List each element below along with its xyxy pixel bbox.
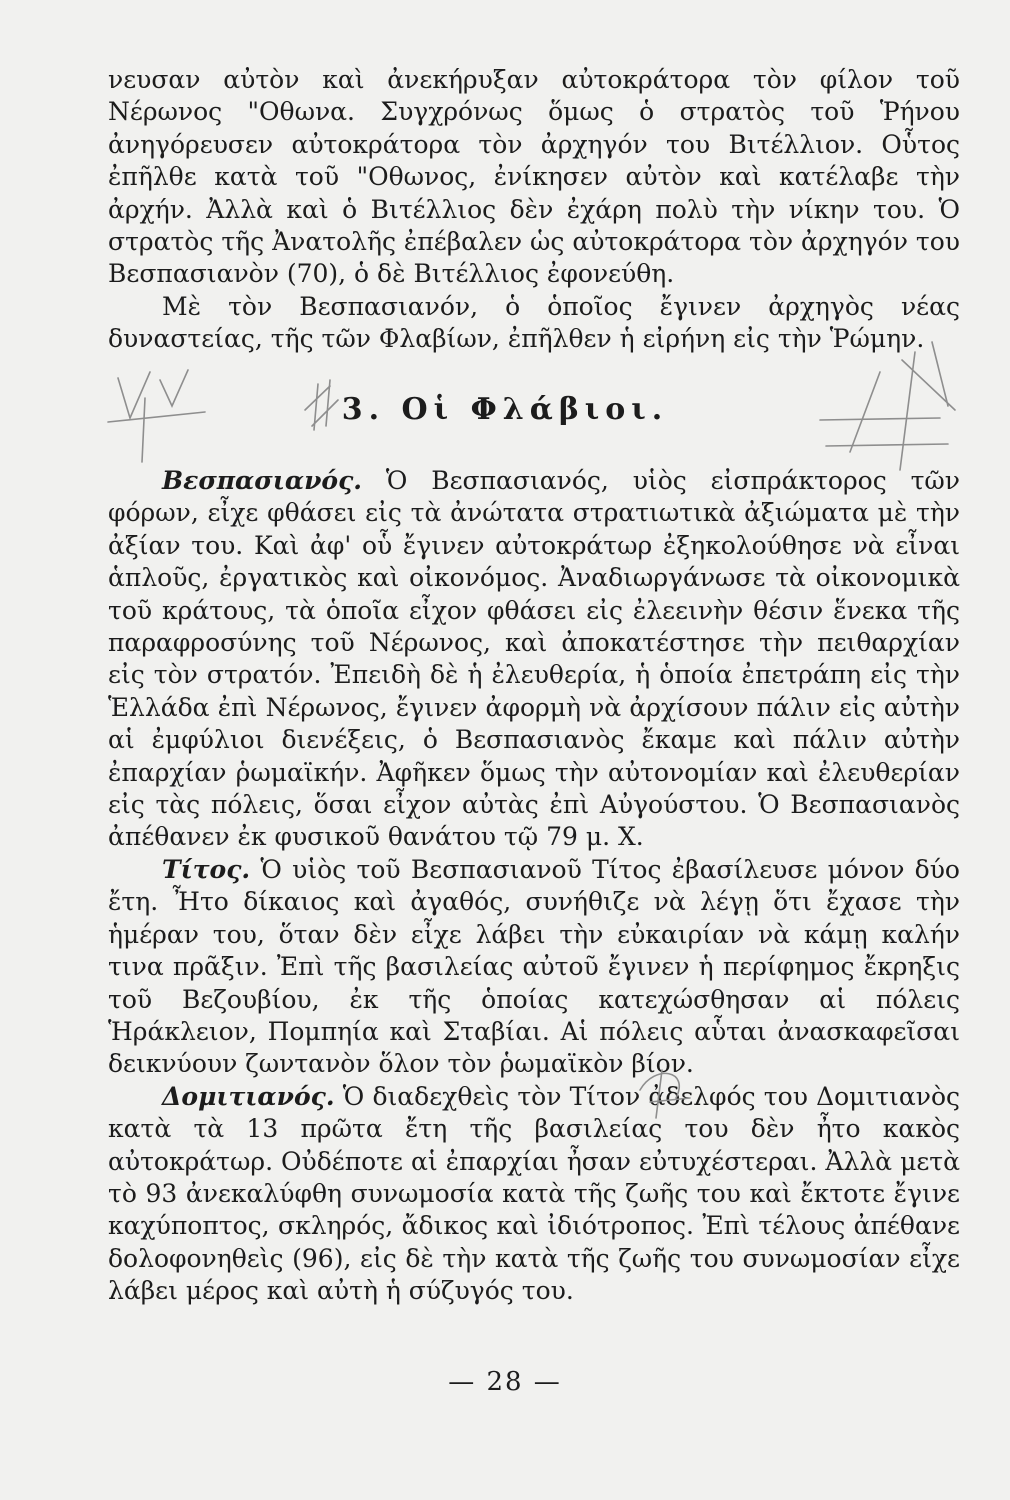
section-body-titus: Ὁ υἱὸς τοῦ Βεσπασιανοῦ Τίτος ἐβασίλευσε μόνον δύο ἔτη. Ἦτο δίκαιος καὶ ἀγαθός, συνήθιζε νὰ λέγῃ ὅτι ἔχασε τὴν ἡμέραν του, ὅταν δὲν εἶχε λάβει τὴν εὐκαιρίαν νὰ κάμῃ καλήν τινα πρᾶξιν. Ἐπὶ τῆς βασιλείας αὐτοῦ ἔγινεν ἡ περίφημος ἔκρηξις τοῦ Βεζουβίου, ἐκ τῆς ὁποίας κατεχώσθησαν αἱ πόλεις Ἡράκλειον, Πομπηία καὶ Σταβίαι. Αἱ πόλεις αὗται ἀνασκαφεῖσαι δεικνύουν ζωντανὸν ὅλον τὸν ῥωμαϊκὸν βίον. <box>108 854 960 1079</box>
section-domitian <box>108 1081 960 1308</box>
section-body-domitian: Ὁ διαδεχθεὶς τὸν Τίτον ἀδελφός του Δομιτιανὸς κατὰ τὰ 13 πρῶτα ἔτη τῆς βασιλείας του δὲν ἦτο κακὸς αὐτοκράτωρ. Οὐδέποτε αἱ ἐπαρχίαι ἦσαν εὐτυχέστεραι. Ἀλλὰ μετὰ τὸ 93 ἀνεκαλύφθη συνωμοσία κατὰ τῆς ζωῆς του καὶ ἔκτοτε ἔγινε καχύποπτος, σκληρός, ἄδικος καὶ ἰδιότροπος. Ἐπὶ τέλους ἀπέθανε δολοφονηθεὶς (96), εἰς δὲ τὴν κατὰ τῆς ζωῆς του συνωμοσίαν εἶχε λάβει μέρος καὶ αὐτὴ ἡ σύζυγός του. <box>108 1081 960 1306</box>
section-body-vespasian: Ὁ Βεσπασιανός, υἱὸς εἰσπράκτορος τῶν φόρων, εἶχε φθάσει εἰς τὰ ἀνώτατα στρατιωτικὰ ἀξιώματα μὲ τὴν ἀξίαν του. Καὶ ἀφ' οὗ ἔγινεν αὐτοκράτωρ ἐξηκολούθησε νὰ εἶναι ἁπλοῦς, ἐργατικὸς καὶ οἰκονόμος. Ἀναδιωργάνωσε τὰ οἰκονομικὰ τοῦ κράτους, τὰ ὁποῖα εἶχον φθάσει εἰς ἐλεεινὴν θέσιν ἕνεκα τῆς παραφροσύνης τοῦ Νέρωνος, καὶ ἀποκατέστησε τὴν πειθαρχίαν εἰς τὸν στρατόν. Ἐπειδὴ δὲ ἡ ἐλευθερία, ἡ ὁποία ἐπετράπη εἰς τὴν Ἑλλάδα ἐπὶ Νέρωνος, ἔγινεν ἀφορμὴ νὰ ἀρχίσουν πάλιν εἰς αὐτὴν αἱ ἐμφύλιοι διενέξεις, ὁ Βεσπασιανὸς ἔκαμε καὶ πάλιν αὐτὴν ἐπαρχίαν ῥωμαϊκήν. Ἀφῆκεν ὅμως τὴν αὐτονομίαν καὶ ἐλευθερίαν εἰς τὰς πόλεις, ὅσαι εἶχον αὐτὰς ἐπὶ Αὐγούστου. Ὁ Βεσπασιανὸς ἀπέθανεν ἐκ φυσικοῦ θανάτου τῷ 79 μ. Χ. <box>108 466 960 852</box>
paragraph-flavian-peace: Μὲ τὸν Βεσπασιανόν, ὁ ὁποῖος ἔγινεν ἀρχηγὸς νέας δυναστείας, τῆς τῶν Φλαβίων, ἐπῆλθεν ἡ εἰρήνη εἰς τὴν Ῥώμην. <box>108 291 960 354</box>
section-titus <box>108 854 960 1081</box>
section-vespasian <box>108 465 960 854</box>
text-block-top <box>108 64 960 356</box>
page-number: — 28 — <box>448 1367 562 1397</box>
section-lead-domitian: Δομιτιανός. <box>162 1081 335 1111</box>
section-lead-titus: Τίτος. <box>162 854 251 884</box>
paragraph-othon-vitellius: νευσαν αὐτὸν καὶ ἀνεκήρυξαν αὐτοκράτορα τὸν φίλον τοῦ Νέρωνος "Οθωνα. Συγχρόνως ὅμως ὁ στρατὸς τοῦ Ῥήνου ἀνηγόρευσεν αὐτοκράτορα τὸν ἀρχηγόν του Βιτέλλιον. Οὗτος ἐπῆλθε κατὰ τοῦ "Οθωνος, ἐνίκησεν αὐτὸν καὶ κατέλαβε τὴν ἀρχήν. Ἀλλὰ καὶ ὁ Βιτέλλιος δὲν ἐχάρη πολὺ τὴν νίκην του. Ὁ στρατὸς τῆς Ἀνατολῆς ἐπέβαλεν ὡς αὐτοκράτορα τὸν ἀρχηγόν του Βεσπασιανὸν (70), ὁ δὲ Βιτέλλιος ἐφονεύθη. <box>108 65 960 289</box>
section-heading: 3. Οἱ Φλάβιοι. <box>341 392 669 427</box>
text-block-flavians <box>108 465 960 1308</box>
section-lead-vespasian: Βεσπασιανός. <box>162 466 363 495</box>
